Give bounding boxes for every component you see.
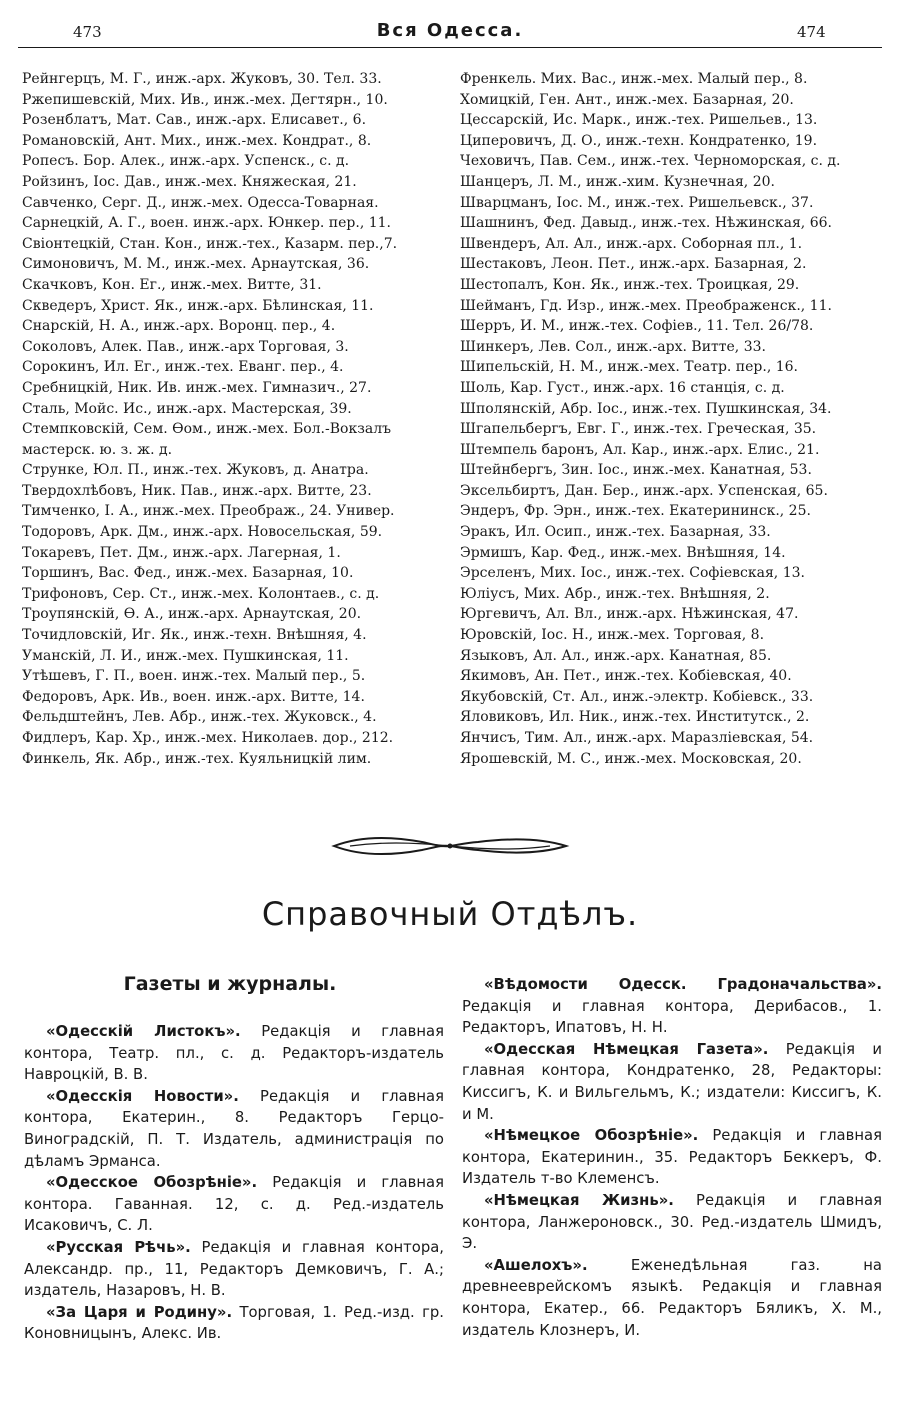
directory-entry: Юргевичъ, Ал. Вл., инж.-арх. Нѣжинская, 47. [460,606,799,623]
page-number-left: 473 [73,23,102,41]
section-title: Справочный Отдѣлъ. [261,895,639,933]
directory-entry: Сарнецкій, А. Г., воен. инж.-арх. Юнкер. пер., 11. [22,215,392,232]
directory-entry: Циперовичъ, Д. О., инж.-техн. Кондратенко, 19. [460,132,818,149]
directory-entry: Соколовъ, Алек. Пав., инж.-арх Торговая, 3. [22,338,349,355]
newspaper-name: «Одесскія Новости». [46,1087,239,1105]
directory-entry: Финкель, Як. Абр., инж.-тех. Куяльницкій лим. [22,750,372,767]
directory-entry: Якубовскій, Ст. Ал., инж.-электр. Кобіевск., 33. [460,688,814,705]
newspaper-details: Редакція и главная контора, Александр. пр., 11, Редакторъ Демковичъ, Г. А.; издатель, Назаровъ, Н. В. [24,1238,444,1300]
newspaper-entry [462,1039,882,1125]
directory-entry: Трифоновъ, Сер. Ст., инж.-мех. Колонтаев., с. д. [22,585,380,602]
directory-entry: Шанцеръ, Л. М., инж.-хим. Кузнечная, 20. [460,173,775,190]
directory-entry: Фельдштейнъ, Лев. Абр., инж.-тех. Жуковск., 4. [22,709,377,726]
newspaper-entry [462,1190,882,1255]
directory-entry: Ройзинъ, Іос. Дав., инж.-мех. Княжеская, 21. [22,173,357,190]
directory-entry: Шашнинъ, Фед. Давыд., инж.-тех. Нѣжинская, 66. [460,215,832,232]
directory-entry: Эксельбиртъ, Дан. Бер., инж.-арх. Успенская, 65. [460,482,828,499]
directory-entry: Эндеръ, Фр. Эрн., инж.-тех. Екатерининск., 25. [460,503,811,520]
newspaper-name: «Ашелохъ». [484,1256,588,1274]
newspaper-name: «Русская Рѣчь». [46,1238,191,1256]
directory-entry: Ярошевскій, М. С., инж.-мех. Московская, 20. [460,750,802,767]
directory-entry: Уманскій, Л. И., инж.-мех. Пушкинская, 11. [22,647,349,664]
header-rule [18,47,882,48]
directory-entry: Федоровъ, Арк. Ив., воен. инж.-арх. Витте, 14. [22,688,365,705]
directory-entry: Скачковъ, Кон. Ег., инж.-мех. Витте, 31. [22,276,322,293]
directory-entry: Ропесъ. Бор. Алек., инж.-арх. Успенск., с. д. [22,153,350,170]
directory-entry: Рейнгерцъ, М. Г., инж.-арх. Жуковъ, 30. Тел. 33. [22,71,382,87]
directory-entry: Шварцманъ, Іос. М., инж.-тех. Ришельевск., 37. [460,194,814,211]
directory-entry: Шполянскій, Абр. Іос., инж.-тех. Пушкинская, 34. [460,400,832,417]
directory-entry: Шинкеръ, Лев. Сол., инж.-арх. Витте, 33. [460,338,766,355]
directory-entry: Струнке, Юл. П., инж.-тех. Жуковъ, д. Анатра. [22,462,369,479]
newspaper-entry [24,1172,444,1237]
running-title: Вся Одесса. [376,20,524,41]
newspaper-details: Редакція и главная контора, Ланжероновск., 30. Ред.-издатель Шмидъ, Э. [462,1191,882,1253]
directory-entry: Эрселенъ, Мих. Іос., инж.-тех. Софіевская, 13. [460,565,805,582]
newspaper-entry [462,1125,882,1190]
newspapers-column-left [24,1021,444,1345]
directory-entry: Шестаковъ, Леон. Пет., инж.-арх. Базарная, 2. [460,256,807,273]
directory-entry: Ржепишевскій, Мих. Ив., инж.-мех. Дегтярн., 10. [22,91,388,108]
directory-entry: Эракъ, Ил. Осип., инж.-тех. Базарная, 33. [460,524,771,541]
directory-entry: Штемпель баронъ, Ал. Кар., инж.-арх. Елис., 21. [460,441,820,458]
directory-entry: Снарскій, Н. А., инж.-арх. Воронц. пер., 4. [22,318,336,335]
page-number-right: 474 [797,23,826,41]
newspaper-name: «Нѣмецкое Обозрѣніе». [484,1127,699,1145]
directory-entry: Романовскій, Ант. Мих., инж.-мех. Кондрат., 8. [22,132,372,149]
directory-entry: Хомицкій, Ген. Ант., инж.-мех. Базарная, 20. [460,91,794,108]
directory-entry: Розенблатъ, Мат. Сав., инж.-арх. Елисавет., 6. [22,112,367,129]
directory-entry: Токаревъ, Пет. Дм., инж.-арх. Лагерная, 1. [22,544,341,561]
directory-entry: Эрмишъ, Кар. Фед., инж.-мех. Внѣшняя, 14. [460,544,786,561]
directory-entry: Чеховичъ, Пав. Сем., инж.-тех. Черноморская, с. д. [460,153,841,170]
directory-entry: Стемпковскій, Сем. Ѳом., инж.-мех. Бол.-Вокзалъ [22,421,391,438]
newspaper-entry [24,1086,444,1172]
newspaper-details: Торговая, 1. Ред.-изд. гр. Коновницынъ, Алекс. Ив. [24,1303,444,1343]
newspaper-details: Редакція и главная контора, Кондратенко, 28, Редакторы: Киссигъ, К. и Вильгельмъ, К.; издатели: Киссигъ, К. и М. [462,1040,882,1123]
directory-entry: Точидловскій, Иг. Як., инж.-техн. Внѣшняя, 4. [22,627,367,644]
directory-entry: Янчисъ, Тим. Ал., инж.-арх. Маразліевская, 54. [460,730,814,746]
directory-entry: Твердохлѣбовъ, Ник. Пав., инж.-арх. Витте, 23. [22,482,372,499]
directory-entry: Яловиковъ, Ил. Ник., инж.-тех. Институтск., 2. [460,709,810,726]
directory-entry: Савченко, Серг. Д., инж.-мех. Одесса-Товарная. [22,194,379,211]
directory-entry: Тимченко, І. А., инж.-мех. Преображ., 24. Универ. [22,503,395,520]
newspaper-details: Редакція и главная контора, Дерибасов., 1. Редакторъ, Ипатовъ, Н. Н. [462,997,882,1037]
newspaper-name: «Одесская Нѣмецкая Газета». [484,1040,769,1058]
directory-entry: Языковъ, Ал. Ал., инж.-арх. Канатная, 85. [460,647,772,664]
newspaper-details: Редакція и главная контора, Театр. пл., с. д. Редакторъ-издатель Навроцкій, В. В. [24,1023,444,1084]
newspaper-entry [462,974,882,1039]
directory-entry: Тодоровъ, Арк. Дм., инж.-арх. Новосельская, 59. [22,524,383,541]
newspaper-name: «Одесскій Листокъ». [46,1023,241,1040]
newspaper-details: Редакція и главная контора. Гаванная. 12, с. д. Ред.-издатель Исаковичъ, С. Л. [24,1174,444,1235]
newspaper-details: Редакція и главная контора, Екатеринин., 35. Редакторъ Беккеръ, Ф. Издатель т-во Клеменсъ. [462,1127,882,1188]
directory-entry: Фидлеръ, Кар. Хр., инж.-мех. Николаев. дор., 212. [22,730,394,746]
directory-entry: Шерръ, И. М., инж.-тех. Софіев., 11. Тел. 26/78. [460,318,814,335]
directory-entry: Шестопалъ, Кон. Як., инж.-тех. Троицкая, 29. [460,276,800,293]
newspaper-details: Еженедѣльная газ. на древнееврейскомъ языкѣ. Редакція и главная контора, Екатер., 66. Редакторъ Бяликъ, Х. М., издатель Клознеръ, И. [462,1256,882,1339]
newspaper-entry [462,1255,882,1341]
directory-entry: Троупянскій, Ѳ. А., инж.-арх. Арнаутская, 20. [22,606,362,623]
directory-entry: Утѣшевъ, Г. П., воен. инж.-тех. Малый пер., 5. [22,668,366,685]
newspaper-details: Редакція и главная контора, Екатерин., 8. Редакторъ Герцо-Виноградскій, П. Т. Издатель, администрація по дѣламъ Эрманса. [24,1087,444,1170]
directory-entry: Скведеръ, Христ. Як., инж.-арх. Бѣлинская, 11. [22,297,374,314]
ornament-divider [330,830,570,862]
directory-entry: Сталь, Мойс. Ис., инж.-арх. Мастерская, 39. [22,400,352,417]
subheading-newspapers: Газеты и журналы. [123,973,337,995]
newspapers-column-right [462,974,882,1341]
directory-entry: Шоль, Кар. Густ., инж.-арх. 16 станція, с. д. [460,379,785,396]
directory-entry: Сребницкій, Ник. Ив. инж.-мех. Гимназич., 27. [22,379,372,396]
directory-column-left [22,69,447,769]
newspaper-name: «Нѣмецкая Жизнь». [484,1191,674,1209]
directory-entry: Шейманъ, Гд. Изр., инж.-мех. Преображенск., 11. [460,297,832,314]
newspaper-name: «Вѣдомости Одесск. Градоначальства». [484,976,882,993]
directory-entry: мастерск. ю. з. ж. д. [22,441,173,458]
directory-entry: Швендеръ, Ал. Ал., инж.-арх. Соборная пл., 1. [460,235,803,252]
directory-entry: Симоновичъ, М. М., инж.-мех. Арнаутская, 36. [22,256,370,273]
directory-column-right [460,69,885,769]
newspaper-entry [24,1021,444,1086]
newspaper-entry [24,1302,444,1345]
directory-entry: Юліусъ, Мих. Абр., инж.-тех. Внѣшняя, 2. [460,585,770,602]
newspaper-name: «Одесское Обозрѣніе». [46,1174,258,1192]
directory-entry: Свіонтецкій, Стан. Кон., инж.-тех., Казарм. пер.,7. [22,235,398,252]
page-header [0,0,900,50]
directory-entry: Штейнбергъ, Зин. Іос., инж.-мех. Канатная, 53. [460,462,812,479]
directory-entry: Шипельскій, Н. М., инж.-мех. Театр. пер., 16. [460,359,798,376]
directory-entry: Юровскій, Іос. Н., инж.-мех. Торговая, 8. [460,627,765,644]
directory-entry: Торшинъ, Вас. Фед., инж.-мех. Базарная, 10. [22,565,354,582]
directory-entry: Сорокинъ, Ил. Ег., инж.-тех. Еванг. пер., 4. [22,359,344,376]
newspaper-entry [24,1237,444,1302]
directory-entry: Френкель. Мих. Вас., инж.-мех. Малый пер., 8. [460,71,808,87]
directory-entry: Цессарскій, Ис. Марк., инж.-тех. Ришельев., 13. [460,112,818,129]
newspaper-name: «За Царя и Родину». [46,1303,233,1321]
directory-entry: Якимовъ, Ан. Пет., инж.-тех. Кобіевская, 40. [460,668,792,685]
directory-entry: Шгапельбергъ, Евг. Г., инж.-тех. Греческая, 35. [460,421,817,438]
